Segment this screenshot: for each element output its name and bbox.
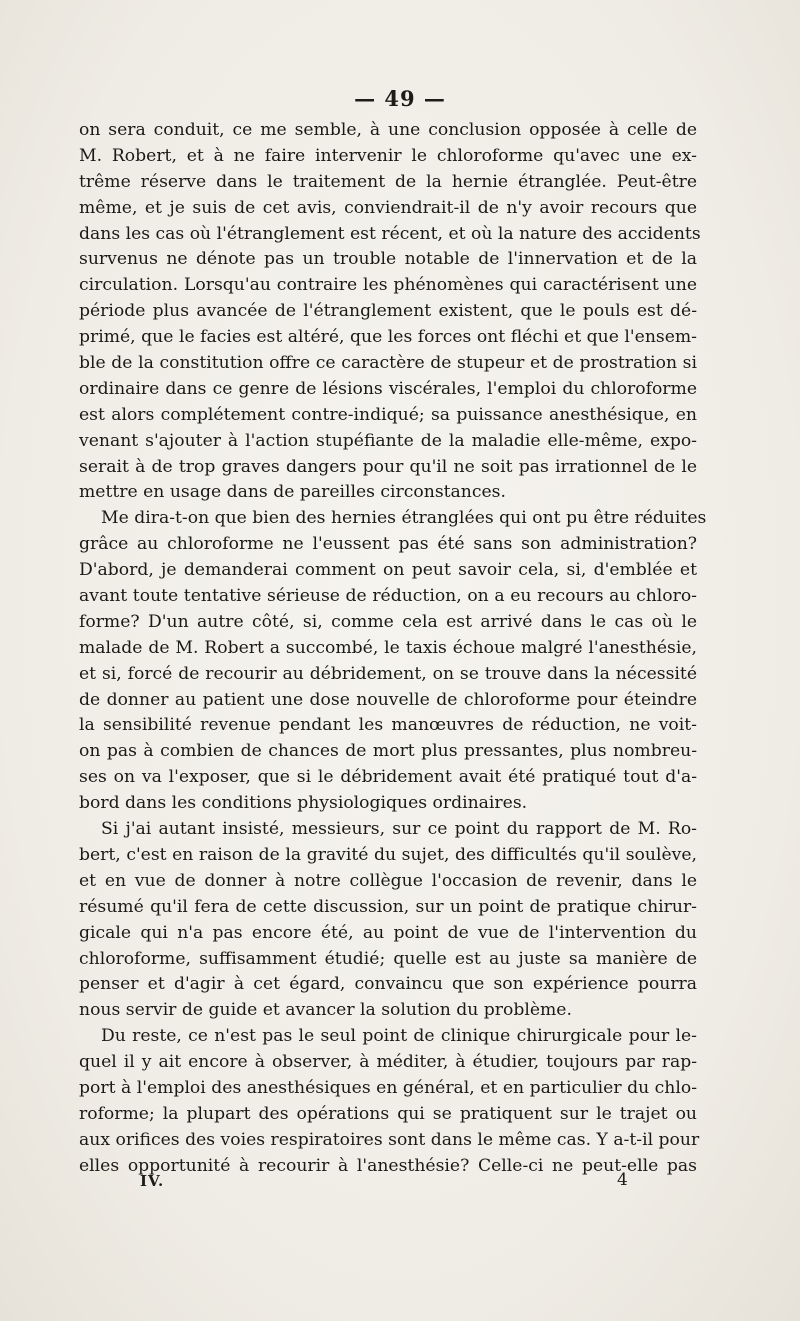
text-line: nous servir de guide et avancer la solution du problème. [79, 1000, 572, 1021]
text-line: ses on va l'exposer, que si le débridement avait été pratiqué tout d'a- [79, 767, 697, 788]
paragraph [79, 506, 707, 817]
text-line: dans les cas où l'étranglement est récent, et où la nature des accidents [79, 223, 701, 244]
text-line: venant s'ajouter à l'action stupéfiante de la maladie elle-même, expo- [79, 430, 697, 451]
text-line: circulation. Lorsqu'au contraire les phénomènes qui caractérisent une [79, 275, 697, 296]
text-line: trême réserve dans le traitement de la hernie étranglée. Peut-être [79, 171, 697, 192]
paragraph [79, 817, 697, 1024]
signature-mark: IV. [140, 1172, 165, 1190]
text-line: bord dans les conditions physiologiques ordinaires. [79, 793, 528, 814]
text-line: ordinaire dans ce genre de lésions viscérales, l'emploi du chloroforme [79, 378, 697, 399]
text-line: mettre en usage dans de pareilles circonstances. [79, 482, 506, 503]
text-line: gicale qui n'a pas encore été, au point de vue de l'intervention du [79, 922, 697, 943]
text-line: serait à de trop graves dangers pour qu'il ne soit pas irrationnel de le [79, 456, 697, 477]
text-line: de donner au patient une dose nouvelle de chloroforme pour éteindre [79, 689, 697, 710]
text-line: M. Robert, et à ne faire intervenir le chloroforme qu'avec une ex- [79, 145, 697, 166]
text-line: et en vue de donner à notre collègue l'occasion de revenir, dans le [79, 870, 697, 891]
text-line: survenus ne dénote pas un trouble notable de l'innervation et de la [79, 249, 697, 270]
text-line: Si j'ai autant insisté, messieurs, sur ce point du rapport de M. Ro- [101, 819, 697, 840]
text-line: D'abord, je demanderai comment on peut savoir cela, si, d'emblée et [79, 560, 697, 581]
text-line: la sensibilité revenue pendant les manœuvres de réduction, ne voit- [79, 715, 697, 736]
text-line: et si, forcé de recourir au débridement, on se trouve dans la nécessité [79, 663, 697, 684]
text-line: malade de M. Robert a succombé, le taxis échoue malgré l'anesthésie, [79, 637, 697, 658]
text-line: quel il y ait encore à observer, à méditer, à étudier, toujours par rap- [79, 1052, 697, 1073]
text-line: elles opportunité à recourir à l'anesthésie? Celle-ci ne peut-elle pas [79, 1155, 697, 1176]
text-line: ble de la constitution offre ce caractère de stupeur et de prostration si [79, 353, 697, 374]
text-line: forme? D'un autre côté, si, comme cela est arrivé dans le cas où le [79, 611, 697, 632]
paragraph [79, 1024, 700, 1179]
text-line: on sera conduit, ce me semble, à une conclusion opposée à celle de [79, 120, 697, 140]
body-text [79, 118, 707, 1180]
text-line: résumé qu'il fera de cette discussion, sur un point de pratique chirur- [79, 896, 697, 917]
text-line: roforme; la plupart des opérations qui se pratiquent sur le trajet ou [79, 1103, 697, 1124]
text-line: Me dira-t-on que bien des hernies étranglées qui ont pu être réduites [101, 508, 707, 529]
text-line: grâce au chloroforme ne l'eussent pas été sans son administration? [79, 534, 697, 555]
text-line: même, et je suis de cet avis, conviendrait-il de n'y avoir recours que [79, 197, 697, 218]
text-line: chloroforme, suffisamment étudié; quelle est au juste sa manière de [79, 948, 697, 969]
text-line: on pas à combien de chances de mort plus pressantes, plus nombreu- [79, 741, 697, 762]
text-line: primé, que le facies est altéré, que les forces ont fléchi et que l'ensem- [79, 327, 697, 348]
text-line: port à l'emploi des anesthésiques en général, et en particulier du chlo- [79, 1077, 697, 1098]
text-line: aux orifices des voies respiratoires sont dans le même cas. Y a-t-il pour [79, 1129, 700, 1150]
page-number: — 49 — [354, 86, 446, 111]
signature-number: 4 [617, 1170, 628, 1190]
text-line: Du reste, ce n'est pas le seul point de clinique chirurgicale pour le- [101, 1026, 697, 1047]
paragraph [79, 118, 701, 506]
text-line: période plus avancée de l'étranglement existent, que le pouls est dé- [79, 301, 697, 322]
text-line: bert, c'est en raison de la gravité du sujet, des difficultés qu'il soulève, [79, 844, 697, 865]
text-line: avant toute tentative sérieuse de réduction, on a eu recours au chloro- [79, 586, 697, 607]
text-line: est alors complétement contre-indiqué; sa puissance anesthésique, en [79, 404, 697, 425]
text-line: penser et d'agir à cet égard, convaincu que son expérience pourra [79, 974, 697, 995]
